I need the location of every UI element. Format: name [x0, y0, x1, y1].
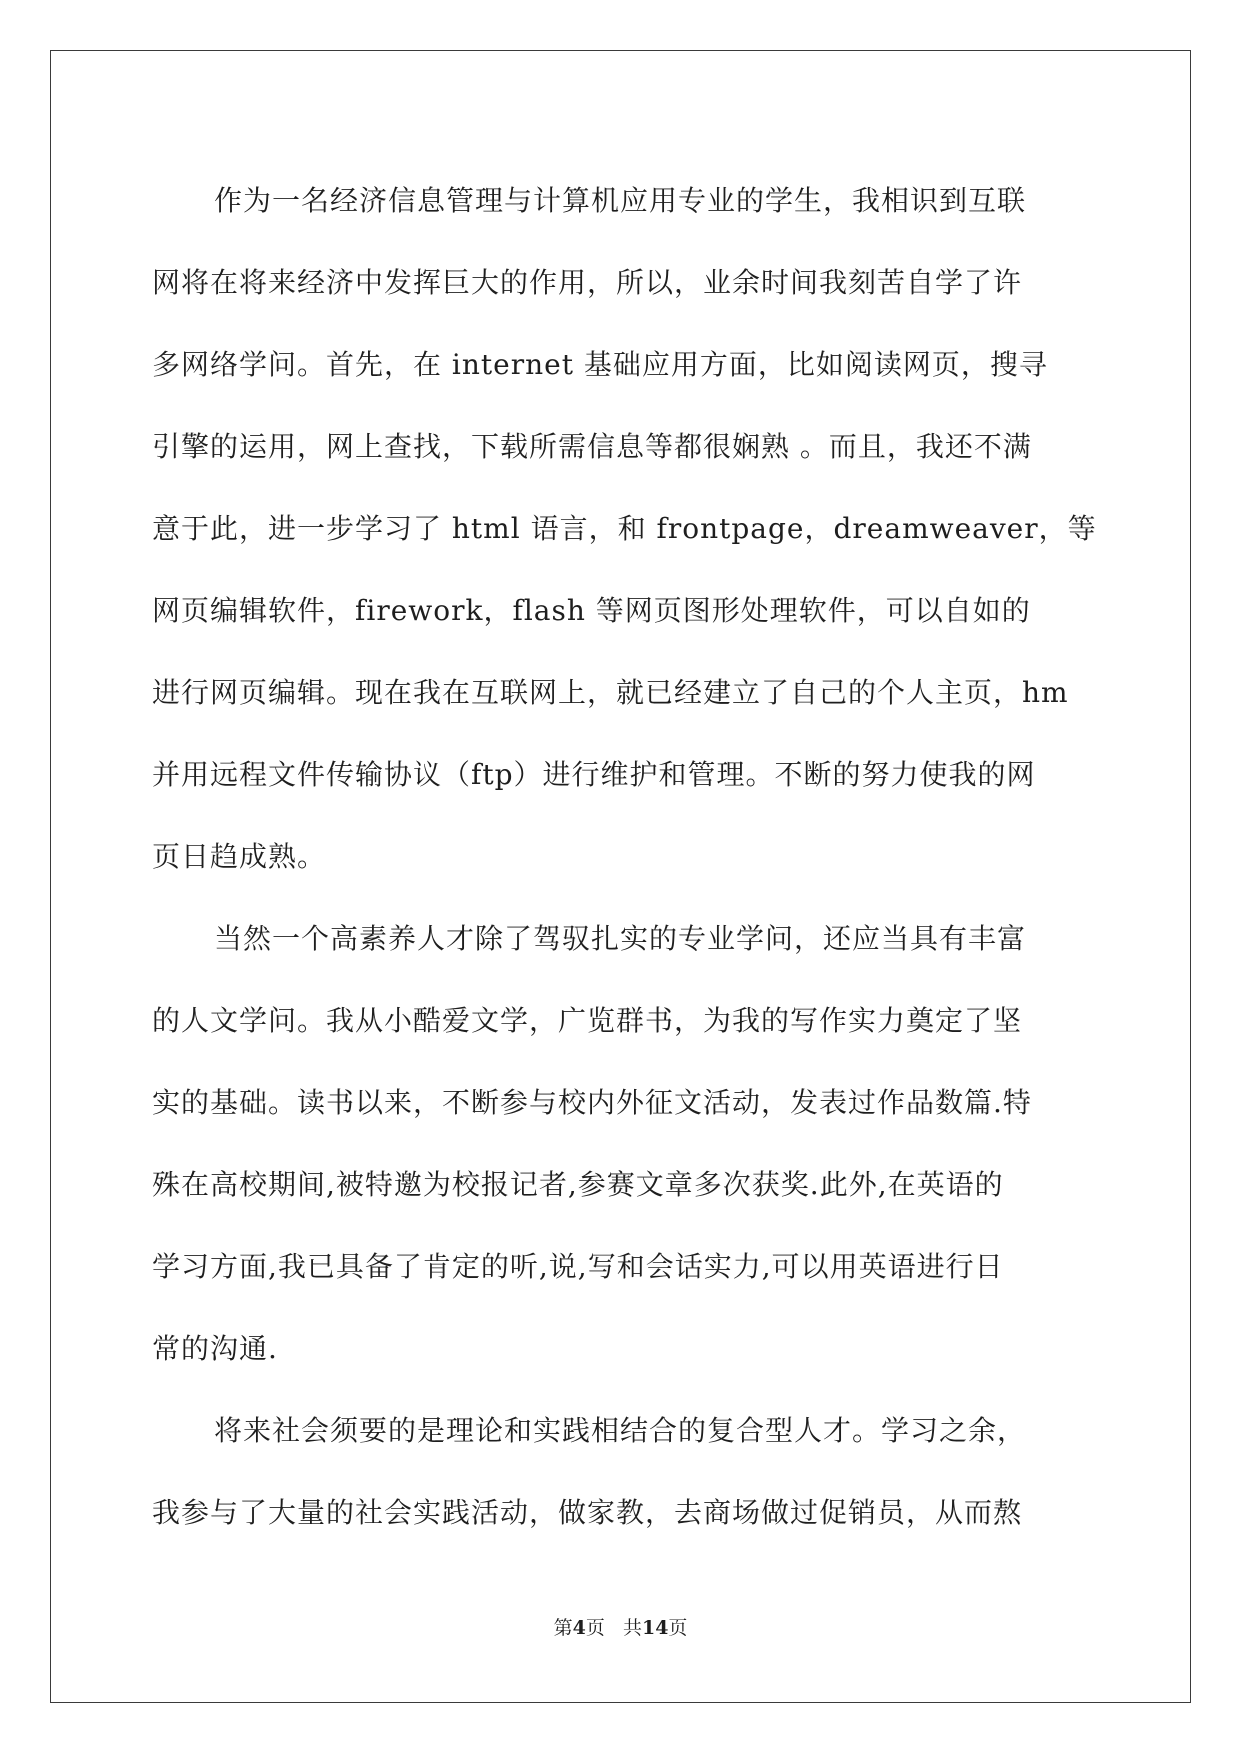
paragraph-line: 多网络学问。首先，在 internet 基础应用方面，比如阅读网页，搜寻	[152, 348, 1048, 381]
paragraph-line: 的人文学问。我从小酷爱文学，广览群书，为我的写作实力奠定了坚	[152, 1004, 1023, 1037]
paragraph-line: 网页编辑软件，firework，flash 等网页图形处理软件，可以自如的	[152, 594, 1031, 627]
page-suffix: 页	[585, 1617, 605, 1639]
paragraph-line: 学习方面,我已具备了肯定的听,说,写和会话实力,可以用英语进行日	[152, 1250, 1004, 1283]
paragraph-line: 页日趋成熟。	[152, 840, 327, 873]
paragraph-line: 将来社会须要的是理论和实践相结合的复合型人才。学习之余，	[214, 1414, 1027, 1447]
paragraph-line: 网将在将来经济中发挥巨大的作用，所以，业余时间我刻苦自学了许	[152, 266, 1023, 299]
total-pages: 14	[641, 1617, 669, 1639]
paragraph-line: 意于此，进一步学习了 html 语言，和 frontpage，dreamweaver，等	[152, 512, 1097, 545]
paragraph-line: 实的基础。读书以来，不断参与校内外征文活动，发表过作品数篇.特	[152, 1086, 1032, 1119]
paragraph-line: 并用远程文件传输协议（ftp）进行维护和管理。不断的努力使我的网	[152, 758, 1036, 791]
paragraph-line: 进行网页编辑。现在我在互联网上，就已经建立了自己的个人主页，hm	[152, 676, 1069, 709]
total-prefix: 共	[622, 1617, 642, 1639]
total-suffix: 页	[668, 1617, 688, 1639]
paragraph-line: 引擎的运用，网上查找，下载所需信息等都很娴熟 。而且，我还不满	[152, 430, 1032, 463]
page-footer	[0, 1613, 1241, 1640]
document-body	[152, 160, 1097, 1554]
page-prefix: 第	[553, 1617, 573, 1639]
paragraph-line: 作为一名经济信息管理与计算机应用专业的学生，我相识到互联	[214, 184, 1027, 217]
page-number: 4	[572, 1617, 586, 1639]
paragraph-line: 殊在高校期间,被特邀为校报记者,参赛文章多次获奖.此外,在英语的	[152, 1168, 1004, 1201]
paragraph-line: 常的沟通.	[152, 1332, 278, 1365]
paragraph-line: 当然一个高素养人才除了驾驭扎实的专业学问，还应当具有丰富	[214, 922, 1027, 955]
paragraph-line: 我参与了大量的社会实践活动，做家教，去商场做过促销员，从而熬	[152, 1496, 1023, 1529]
